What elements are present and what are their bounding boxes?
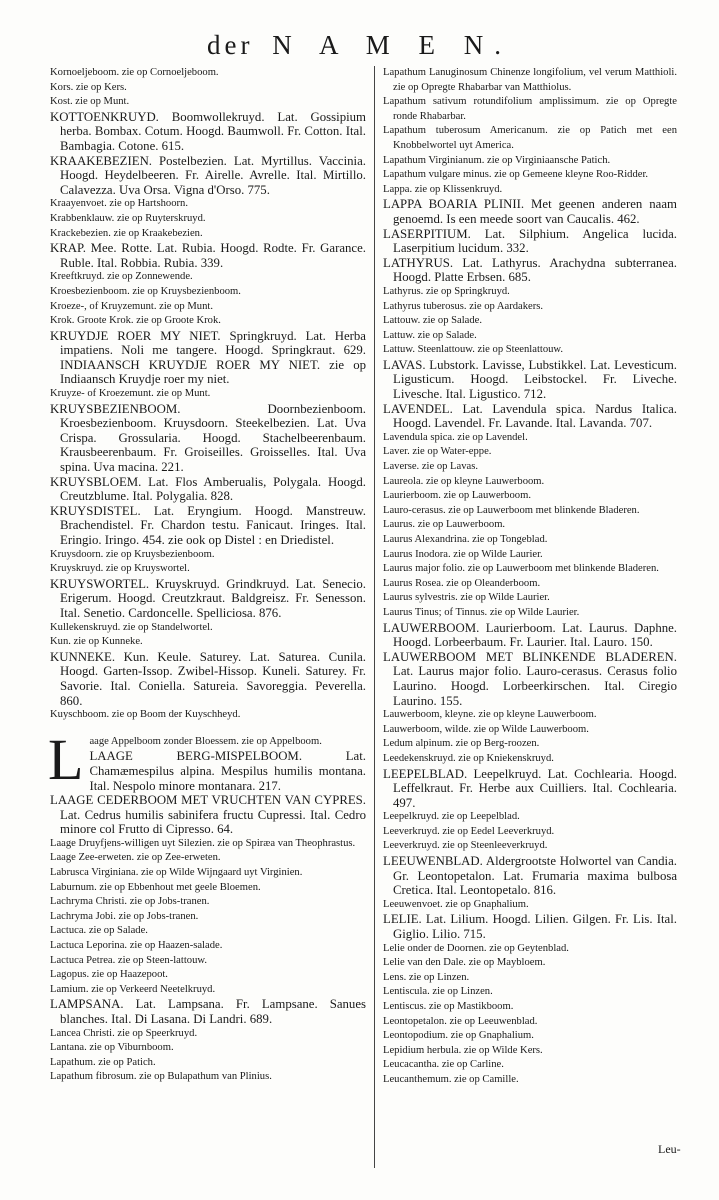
cross-reference-entry: Laurierboom. zie op Lauwerboom. [383, 490, 531, 502]
cross-reference-entry: Leeverkruyd. zie op Steenleeverkruyd. [383, 840, 548, 852]
cross-reference-entry: Lentiscus. zie op Mastikboom. [383, 1001, 514, 1012]
cross-reference-entry: Laurus Rosea. zie op Oleanderboom. [383, 577, 541, 589]
cross-reference-entry: Lavendula spica. zie op Lavendel. [383, 431, 528, 443]
cross-reference-entry: Krackebezien. zie op Kraakebezien. [50, 227, 203, 239]
cross-reference-entry: Lapathum Lanuginosum Chinenze longifolium, vel verum Matthioli. zie op Opregte Rhabarbar van Matthiolus. [383, 67, 677, 93]
headword-entry: KRUYSBEZIENBOOM. Doornbezienboom. Kroesbezienboom. Kruysdoorn. Steekelbezien. Lat. Uva Crispa. Grossularia. Hoogd. Stachelbeerenbaum. Krausbeerenbaum. Fr. Groiseilles. Groisselles. Ital. Uva spina. Uva macina. 221. [50, 401, 366, 475]
cross-reference-entry: Laver. zie op Water-eppe. [383, 446, 492, 458]
headword-entry: KRAAKEBEZIEN. Postelbezien. Lat. Myrtillus. Vaccinia. Hoogd. Heydelbeeren. Fr. Airelle. Avrelle. Ital. Mirtillo. Calavezza. Uva Orsa. Vigna d'Orso. 775. [50, 153, 366, 197]
cross-reference-entry: Lens. zie op Linzen. [383, 971, 470, 983]
cross-reference-entry: Laurus sylvestris. zie op Wilde Laurier. [383, 592, 550, 604]
right-column [383, 66, 677, 1088]
cross-reference-entry: Lathyrus tuberosus. zie op Aardakers. [383, 300, 544, 312]
cross-reference-entry: Lapathum tuberosum Americanum. zie op Patich met een Knobbelwortel uyt America. [383, 125, 677, 151]
cross-reference-entry: Kroesbezienboom. zie op Kruysbezienboom. [50, 285, 241, 297]
cross-reference-entry: Laverse. zie op Lavas. [383, 461, 479, 473]
cross-reference-entry: Kun. zie op Kunneke. [50, 636, 143, 648]
cross-reference-entry: Laureola. zie op kleyne Lauwerboom. [383, 475, 545, 487]
headword-entry: KRUYSBLOEM. Lat. Flos Amberualis, Polygala. Hoogd. Creutzblume. Ital. Polygalia. 828. [50, 474, 366, 504]
left-column [50, 66, 366, 1085]
cross-reference-entry: Laurus Tinus; of Tinnus. zie op Wilde Laurier. [383, 606, 580, 618]
cross-reference-entry: Leedekenskruyd. zie op Kniekenskruyd. [383, 752, 554, 764]
cross-reference-entry: Lamium. zie op Verkeerd Neetelkruyd. [50, 983, 216, 995]
cross-reference-entry: Lathyrus. zie op Springkruyd. [383, 285, 510, 297]
cross-reference-entry: Lelie onder de Doornen. zie op Geytenblad. [383, 942, 569, 954]
cross-reference-entry: Lagopus. zie op Haazepoot. [50, 969, 168, 981]
headword-entry: LAVAS. Lubstork. Lavisse, Lubstikkel. Lat. Levesticum. Ligusticum. Hoogd. Leibstockel. Fr. Liveche. Livesche. Ital. Ligustico. 712. [383, 357, 677, 402]
cross-reference-entry: Lappa. zie op Klissenkruyd. [383, 183, 503, 195]
section-gap [50, 723, 366, 735]
drop-capital-letter: L [48, 726, 84, 792]
cross-reference-entry: Kroeze-, of Kruyzemunt. zie op Munt. [50, 300, 213, 312]
cross-reference-entry: Kullekenskruyd. zie op Standelwortel. [50, 621, 213, 633]
cross-reference-entry: Laurus Alexandrina. zie op Tongeblad. [383, 534, 548, 545]
headword-entry: KRUYDJE ROER MY NIET. Springkruyd. Lat. Herba impatiens. Noli me tangere. Hoogd. Springkraut. 629. INDIAANSCH KRUYDJE ROER MY NIET. zie op Indiaansch Kruydje roer my niet. [50, 328, 366, 387]
cross-reference-entry: Lattouw. zie op Salade. [383, 315, 483, 327]
cross-reference-entry: Lelie van den Dale. zie op Maybloem. [383, 957, 546, 969]
cross-reference-entry: Lapathum vulgare minus. zie op Gemeene kleyne Roo-Ridder. [383, 169, 649, 181]
cross-reference-entry: Kuyschboom. zie op Boom der Kuyschheyd. [50, 709, 241, 721]
cross-reference-entry: Leucacantha. zie op Carline. [383, 1059, 504, 1071]
cross-reference-entry: Kornoeljeboom. zie op Cornoeljeboom. [50, 67, 219, 78]
cross-reference-entry: Lattuw. Steenlattouw. zie op Steenlattouw. [383, 344, 564, 356]
cross-reference-entry: Lapathum fibrosum. zie op Bulapathum van Plinius. [50, 1071, 272, 1083]
cross-reference-entry: Laurus Inodora. zie op Wilde Laurier. [383, 548, 543, 560]
headword-entry: LAMPSANA. Lat. Lampsana. Fr. Lampsane. Sanues blanches. Ital. Di Lasana. Di Landri. 689. [50, 997, 366, 1026]
headword-entry: LAVENDEL. Lat. Lavendula spica. Nardus Italica. Hoogd. Lavendel. Fr. Lavande. Ital. Lavanda. 707. [383, 401, 677, 431]
cross-reference-entry: Krok. Groote Krok. zie op Groote Krok. [50, 315, 221, 327]
cross-reference-entry: Laburnum. zie op Ebbenhout met geele Bloemen. [50, 881, 261, 893]
cross-reference-entry: Lantana. zie op Viburnboom. [50, 1042, 174, 1054]
cross-reference-entry: Laage Druyfjens-willigen uyt Silezien. zie op Spiræa van Theophrastus. [50, 837, 356, 849]
headword-entry: KOTTOENKRUYD. Boomwollekruyd. Lat. Gossipium herba. Bombax. Cotum. Hoogd. Baumwoll. Fr. Cotton. Ital. Bambagia. Cotone. 615. [50, 109, 366, 153]
headword-entry: KUNNEKE. Kun. Keule. Saturey. Lat. Saturea. Cunila. Hoogd. Garten-Issop. Zwibel-Hissop. Kuneli. Saturey. Fr. Savorie. Ital. Coniella. Satureia. Savoreggia. Peverella. 860. [50, 649, 366, 708]
headword-entry: LAPPA BOARIA PLINII. Met geenen anderen naam genoemd. Is een meede soort van Caucalis. 462. [383, 197, 677, 226]
headword-entry: LEEPELBLAD. Leepelkruyd. Lat. Cochlearia. Hoogd. Leffelkraut. Fr. Herbe aux Cuilliers. Ital. Cochlearia. 497. [383, 766, 677, 810]
cross-reference-entry: Lachryma Jobi. zie op Jobs-tranen. [50, 910, 199, 922]
page-header [0, 30, 719, 61]
cross-reference-entry: Kruyze- of Kroezemunt. zie op Munt. [50, 388, 211, 400]
cross-reference-entry: Kruyskruyd. zie op Kruyswortel. [50, 563, 190, 575]
cross-reference-entry: Lactuca Leporina. zie op Haazen-salade. [50, 940, 223, 952]
cross-reference-entry: Lactuca Petrea. zie op Steen-lattouw. [50, 954, 207, 966]
cross-reference-entry: Leeuwenvoet. zie op Gnaphalium. [383, 898, 529, 910]
cross-reference-entry: aage Appelboom zonder Bloessem. zie op Appelboom. [89, 735, 322, 747]
cross-reference-entry: Leontopodium. zie op Gnaphalium. [383, 1030, 534, 1042]
catchword: Leu- [658, 1142, 681, 1156]
header-title: N A M E N. [272, 30, 512, 60]
headword-entry: LATHYRUS. Lat. Lathyrus. Arachydna subterranea. Hoogd. Platte Erbsen. 685. [383, 255, 677, 285]
cross-reference-entry: Lapathum. zie op Patich. [50, 1056, 156, 1068]
cross-reference-entry: Krabbenklauw. zie op Ruyterskruyd. [50, 212, 206, 224]
cross-reference-entry: Lachryma Christi. zie op Jobs-tranen. [50, 896, 210, 908]
headword-entry: LELIE. Lat. Lilium. Hoogd. Lilien. Gilgen. Fr. Lis. Ital. Giglio. Lilio. 715. [383, 912, 677, 942]
headword-entry: LAUWERBOOM. Laurierboom. Lat. Laurus. Daphne. Hoogd. Lorbeerbaum. Fr. Laurier. Ital. Lauro. 150. [383, 620, 677, 650]
headword-entry: LASERPITIUM. Lat. Silphium. Angelica lucida. Laserpitium lucidum. 332. [383, 226, 677, 256]
cross-reference-entry: Laurus. zie op Lauwerboom. [383, 519, 506, 531]
cross-reference-entry: Kors. zie op Kers. [50, 81, 127, 93]
headword-entry: LAAGE BERG-MISPELBOOM. Lat. Chamæmespilus alpina. Mespilus humilis montana. Ital. Nespolo minore montanara. 217. [89, 749, 366, 793]
cross-reference-entry: Lauwerboom, kleyne. zie op kleyne Lauwerboom. [383, 709, 597, 721]
cross-reference-entry: Leucanthemum. zie op Camille. [383, 1073, 519, 1085]
headword-entry: KRAP. Mee. Rotte. Lat. Rubia. Hoogd. Rodte. Fr. Garance. Ruble. Ital. Robbia. Rubia. 339. [50, 241, 366, 270]
cross-reference-entry: Lepidium herbula. zie op Wilde Kers. [383, 1044, 543, 1056]
cross-reference-entry: Kraayenvoet. zie op Hartshoorn. [50, 198, 188, 210]
header-lead: der [206, 30, 254, 60]
cross-reference-entry: Lauwerboom, wilde. zie op Wilde Lauwerboom. [383, 723, 589, 735]
cross-reference-entry: Laage Zee-erweten. zie op Zee-erweten. [50, 852, 221, 864]
letter-l-section [48, 726, 366, 1085]
cross-reference-entry: Kruysdoorn. zie op Kruysbezienboom. [50, 548, 215, 560]
cross-reference-entry: Labrusca Virginiana. zie op Wilde Wijngaard uyt Virginien. [50, 867, 303, 879]
cross-reference-entry: Lapathum sativum rotundifolium amplissimum. zie op Opregte ronde Rhabarbar. [383, 96, 677, 122]
cross-reference-entry: Kreeftkruyd. zie op Zonnewende. [50, 271, 193, 283]
cross-reference-entry: Lattuw. zie op Salade. [383, 329, 477, 341]
cross-reference-entry: Lancea Christi. zie op Speerkruyd. [50, 1027, 198, 1039]
headword-entry: LAAGE CEDERBOOM MET VRUCHTEN VAN CYPRES. Lat. Cedrus humilis sabinifera fructu Cupressi. Ital. Cedro minore col Frutto di Cipresso. 64. [50, 793, 366, 837]
cross-reference-entry: Ledum alpinum. zie op Berg-roozen. [383, 738, 540, 750]
cross-reference-entry: Leeverkruyd. zie op Eedel Leeverkruyd. [383, 825, 555, 837]
headword-entry: KRUYSDISTEL. Lat. Eryngium. Hoogd. Manstreuw. Brachendistel. Fr. Chardon testu. Fanicaut. Iringes. Ital. Eringio. Iringo. 454. zie ook op Distel : en Driedistel. [50, 503, 366, 547]
cross-reference-entry: Laurus major folio. zie op Lauwerboom met blinkende Bladeren. [383, 563, 659, 575]
cross-reference-entry: Lactuca. zie op Salade. [50, 925, 148, 937]
cross-reference-entry: Lapathum Virginianum. zie op Virginiaansche Patich. [383, 154, 611, 166]
cross-reference-entry: Lauro-cerasus. zie op Lauwerboom met blinkende Bladeren. [383, 504, 640, 516]
column-divider [374, 66, 375, 1168]
cross-reference-entry: Leepelkruyd. zie op Leepelblad. [383, 811, 520, 823]
headword-entry: LAUWERBOOM MET BLINKENDE BLADEREN. Lat. Laurus major folio. Lauro-cerasus. Cerasus folio Laurino. Hoogd. Lorbeerkirschen. Ital. Ciregio Laurino. 155. [383, 649, 677, 708]
headword-entry: LEEUWENBLAD. Aldergrootste Holwortel van Candia. Gr. Leontopetalon. Lat. Frumaria maxima bulbosa Cretica. Ital. Leontopetalo. 816. [383, 854, 677, 898]
headword-entry: KRUYSWORTEL. Kruyskruyd. Grindkruyd. Lat. Senecio. Erigerum. Hoogd. Creutzkraut. Baldgreisz. Fr. Senesson. Ital. Senetio. Cardoncelle. Spelliciosa. 876. [50, 576, 366, 620]
cross-reference-entry: Kost. zie op Munt. [50, 96, 130, 108]
cross-reference-entry: Leontopetalon. zie op Leeuwenblad. [383, 1015, 538, 1027]
cross-reference-entry: Lentiscula. zie op Linzen. [383, 986, 493, 998]
